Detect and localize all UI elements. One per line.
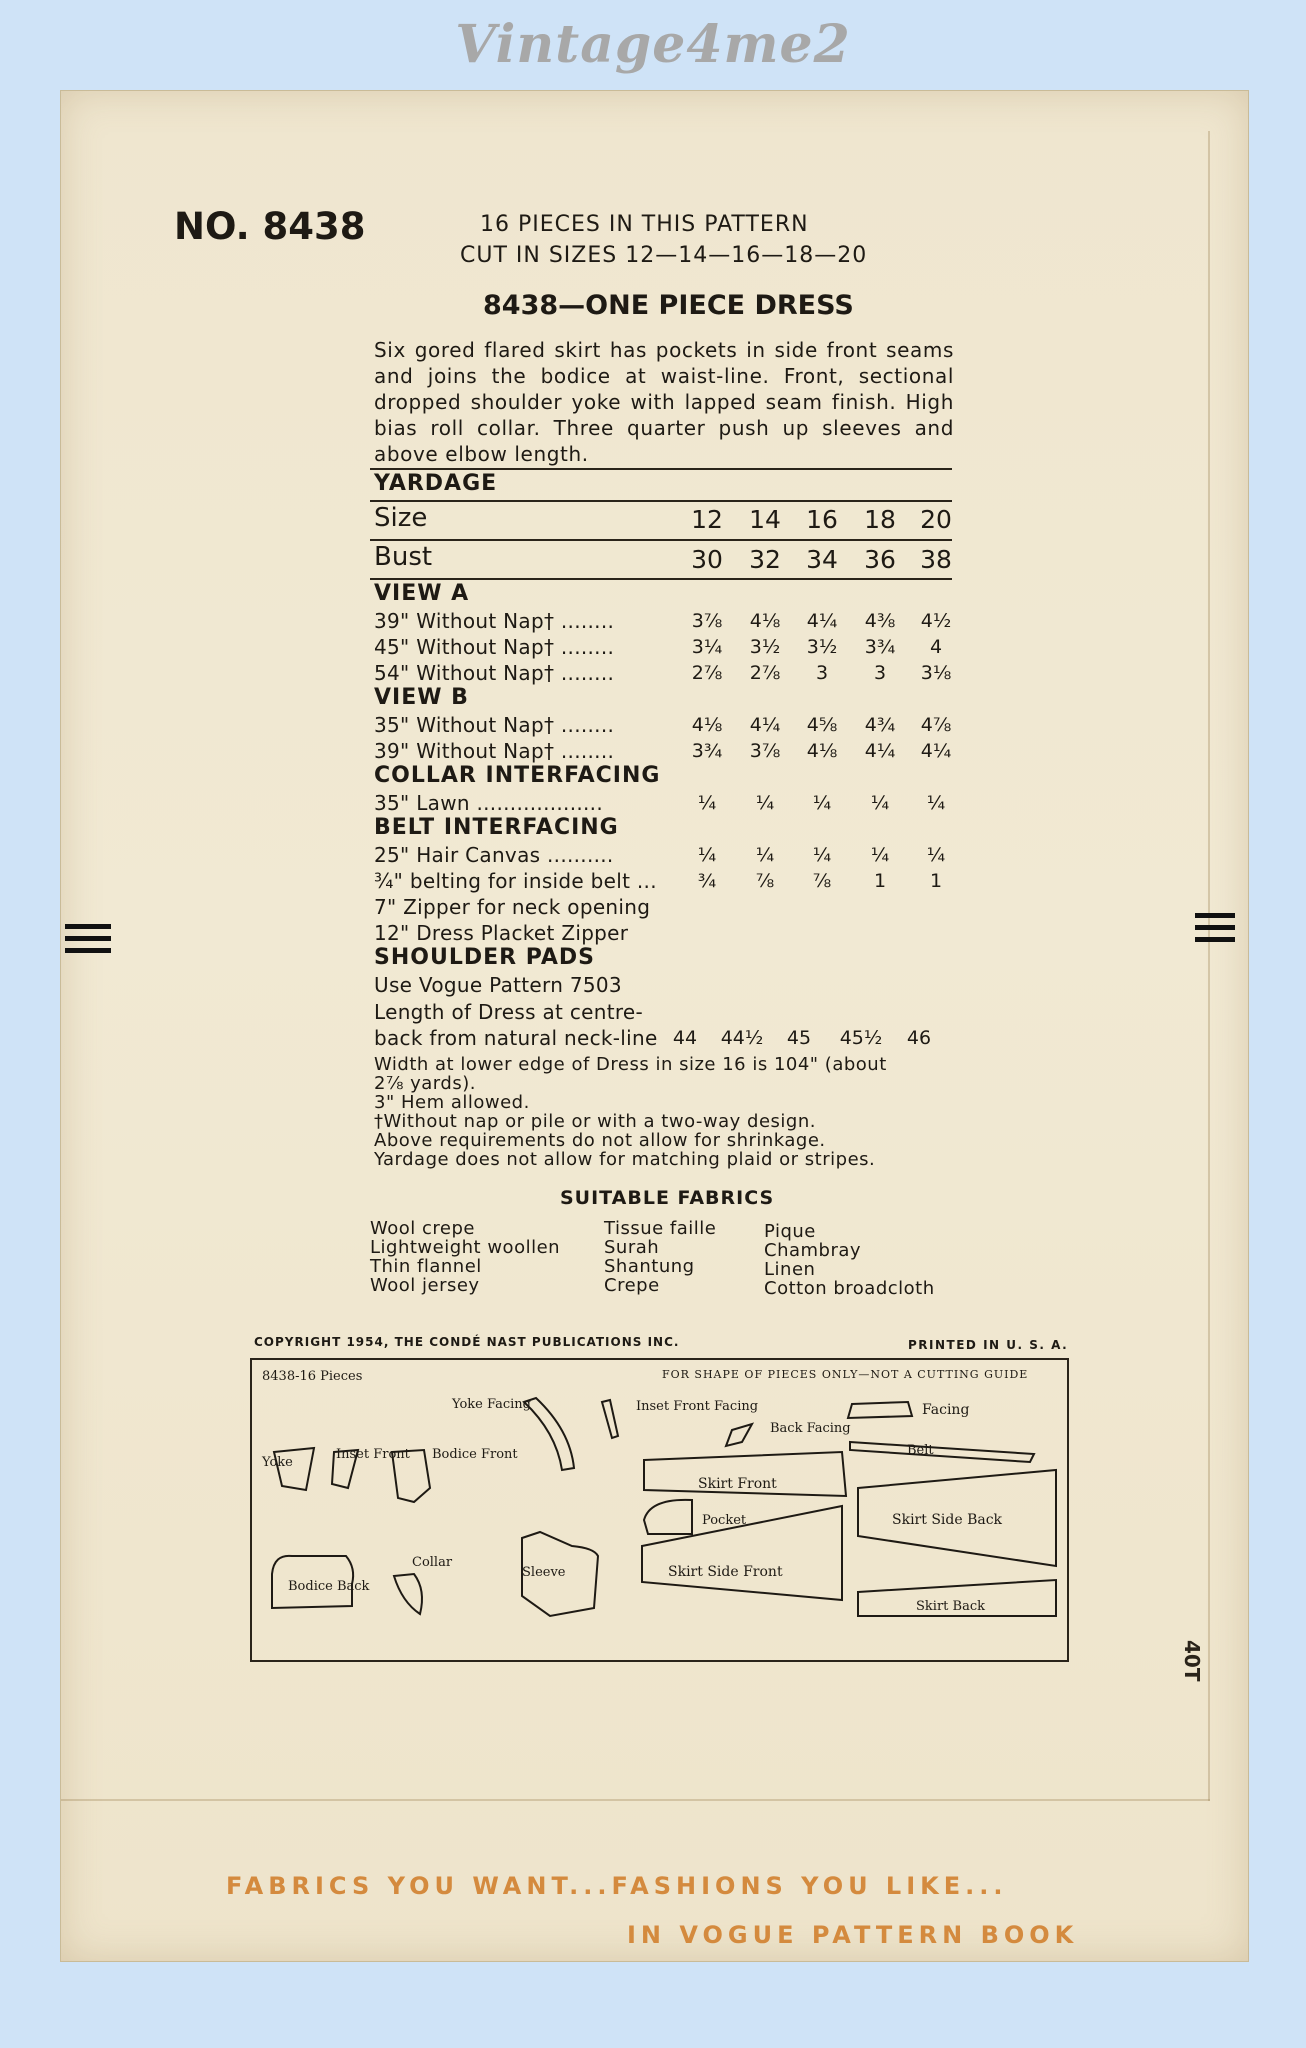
guide-header-left: 8438-16 Pieces — [262, 1369, 363, 1384]
fabric-item: Tissue faille — [604, 1218, 717, 1239]
yardage-value: ⅞ — [755, 870, 775, 892]
note-line: 3" Hem allowed. — [374, 1092, 530, 1113]
size-value: 18 — [864, 505, 896, 534]
tick-mark — [1195, 925, 1235, 930]
pattern-number: NO. 8438 — [174, 205, 366, 248]
yardage-value: ¼ — [870, 844, 890, 866]
pieces-guide — [250, 1358, 1069, 1662]
note-line: Above requirements do not allow for shrinkage. — [374, 1130, 826, 1151]
watermark: Vintage4me2 — [455, 14, 851, 75]
fabric-item: Crepe — [604, 1275, 660, 1296]
length-value: 44½ — [720, 1027, 764, 1049]
fabric-item: Chambray — [764, 1240, 862, 1261]
stamp-code: 40T — [1180, 1640, 1204, 1682]
fabric-item: Shantung — [604, 1256, 695, 1277]
pocket-piece — [644, 1500, 692, 1534]
size-value: 14 — [749, 505, 781, 534]
belt-piece — [850, 1442, 1034, 1462]
fabric-item: Cotton broadcloth — [764, 1278, 935, 1299]
back-facing-piece — [726, 1424, 752, 1446]
yardage-value: ¼ — [812, 792, 832, 814]
yardage-value: 4¼ — [864, 740, 896, 762]
piece-label: Yoke — [262, 1455, 293, 1470]
piece-label: Belt — [907, 1443, 934, 1458]
yardage-value: 4¼ — [920, 740, 952, 762]
printed-in: PRINTED IN U. S. A. — [908, 1338, 1069, 1352]
dress-length-line: Length of Dress at centre- — [374, 1000, 644, 1024]
fabric-item: Pique — [764, 1221, 816, 1242]
piece-label: Collar — [412, 1555, 453, 1570]
divider — [370, 500, 952, 502]
pattern-heading: 8438—ONE PIECE DRESS — [483, 290, 854, 321]
yardage-row-label: 39" Without Nap† ........ — [374, 739, 615, 763]
bust-value: 38 — [920, 545, 952, 574]
piece-label: Skirt Back — [916, 1599, 985, 1614]
size-value: 12 — [691, 505, 723, 534]
yardage-value: 4½ — [920, 610, 952, 632]
bust-value: 36 — [864, 545, 896, 574]
yardage-value: 4 — [929, 636, 943, 658]
yardage-value: 3¾ — [691, 740, 723, 762]
yardage-value: 4⅛ — [806, 740, 838, 762]
tick-mark — [65, 948, 111, 953]
yardage-row-label: 54" Without Nap† ........ — [374, 661, 615, 685]
fabric-item: Surah — [604, 1237, 660, 1258]
length-value: 46 — [906, 1027, 932, 1049]
length-value: 45 — [786, 1027, 812, 1049]
tick-mark — [1195, 913, 1235, 918]
footer-slogan: FABRICS YOU WANT...FASHIONS YOU LIKE... — [226, 1872, 1008, 1900]
yardage-value: 3⅛ — [920, 662, 952, 684]
yardage-value: ⅞ — [812, 870, 832, 892]
piece-label: Facing — [922, 1402, 970, 1418]
yardage-value: ¼ — [697, 792, 717, 814]
piece-label: Pocket — [702, 1513, 747, 1528]
sizes-line: CUT IN SIZES 12—14—16—18—20 — [460, 243, 868, 268]
yardage-value: 4⅛ — [691, 714, 723, 736]
yardage-value: 3¼ — [691, 636, 723, 658]
copyright: COPYRIGHT 1954, THE CONDÉ NAST PUBLICATIONS INC. — [254, 1335, 680, 1349]
length-value: 44 — [672, 1027, 698, 1049]
yoke-facing-piece — [524, 1398, 574, 1470]
yardage-value: 3½ — [749, 636, 781, 658]
guide-header-right: FOR SHAPE OF PIECES ONLY—NOT A CUTTING GUIDE — [662, 1368, 1029, 1381]
pieces-diagram — [252, 1360, 1067, 1660]
note-line: Width at lower edge of Dress in size 16 is 104" (about — [374, 1054, 887, 1075]
yardage-value: 3⅞ — [749, 740, 781, 762]
note-line: †Without nap or pile or with a two-way design. — [374, 1111, 816, 1132]
yardage-value: ¼ — [926, 792, 946, 814]
yardage-value: ¼ — [926, 844, 946, 866]
yardage-row-label: 25" Hair Canvas .......... — [374, 843, 614, 867]
yardage-value: ¾ — [697, 870, 717, 892]
suitable-fabrics-title: SUITABLE FABRICS — [560, 1187, 775, 1209]
yardage-value: ¼ — [812, 844, 832, 866]
bust-value: 32 — [749, 545, 781, 574]
yardage-value: 4⅜ — [864, 610, 896, 632]
piece-label: Bodice Front — [432, 1447, 518, 1462]
footer-slogan: IN VOGUE PATTERN BOOK — [627, 1921, 1079, 1949]
divider — [370, 468, 952, 470]
yardage-value: ¼ — [697, 844, 717, 866]
view-b-title: VIEW B — [374, 685, 469, 710]
fold-line — [1208, 131, 1210, 1801]
piece-label: Skirt Side Front — [668, 1564, 783, 1580]
yardage-value: 3⅞ — [691, 610, 723, 632]
yardage-row-label: 35" Without Nap† ........ — [374, 713, 615, 737]
facing-piece — [848, 1402, 912, 1418]
yardage-value: 4⅝ — [806, 714, 838, 736]
yardage-value: 4⅞ — [920, 714, 952, 736]
piece-label: Sleeve — [522, 1565, 566, 1580]
pattern-description: Six gored flared skirt has pockets in side front seams and joins the bodice at waist-line. Front, sectional dropped shoulder yoke with lapped seam finish. High bias roll collar. Three quarter push up sleeves and above elbow length. — [374, 338, 954, 466]
yardage-value: 2⅞ — [691, 662, 723, 684]
yardage-value: 4¼ — [806, 610, 838, 632]
note-line: 2⅞ yards). — [374, 1073, 476, 1094]
size-value: 20 — [920, 505, 952, 534]
bust-value: 34 — [806, 545, 838, 574]
size-value: 16 — [806, 505, 838, 534]
pieces-count: 16 PIECES IN THIS PATTERN — [480, 212, 809, 237]
fabric-item: Linen — [764, 1259, 816, 1280]
yardage-row-label: 39" Without Nap† ........ — [374, 609, 615, 633]
note-line: Yardage does not allow for matching plaid or stripes. — [374, 1149, 876, 1170]
fold-line — [61, 1799, 1210, 1801]
zipper-neck: 7" Zipper for neck opening — [374, 895, 651, 919]
yardage-row-label: ¾" belting for inside belt ... — [374, 869, 657, 893]
yardage-value: ¼ — [755, 792, 775, 814]
shoulder-pads-title: SHOULDER PADS — [374, 945, 595, 970]
collar-piece — [394, 1574, 422, 1614]
yardage-row-label: 35" Lawn ................... — [374, 791, 603, 815]
yardage-value: 3½ — [806, 636, 838, 658]
length-value: 45½ — [839, 1027, 883, 1049]
piece-label: Skirt Front — [698, 1476, 777, 1492]
dress-length-line: back from natural neck-line — [374, 1026, 658, 1050]
divider — [370, 539, 952, 541]
size-label: Size — [374, 503, 428, 533]
yardage-row-label: 45" Without Nap† ........ — [374, 635, 615, 659]
yardage-value: 3 — [873, 662, 887, 684]
yardage-value: 4¾ — [864, 714, 896, 736]
yardage-value: ¼ — [755, 844, 775, 866]
fabric-item: Lightweight woollen — [370, 1237, 561, 1258]
piece-label: Inset Front Facing — [636, 1399, 759, 1414]
yardage-title: YARDAGE — [374, 471, 498, 496]
piece-label: Back Facing — [770, 1421, 851, 1436]
view-a-title: VIEW A — [374, 581, 470, 606]
bust-value: 30 — [691, 545, 723, 574]
piece-label: Bodice Back — [288, 1579, 370, 1594]
tick-mark — [65, 936, 111, 941]
fabric-item: Thin flannel — [370, 1256, 482, 1277]
collar-interfacing-title: COLLAR INTERFACING — [374, 763, 661, 788]
inset-front-facing-piece — [602, 1400, 618, 1438]
tick-mark — [1195, 937, 1235, 942]
yardage-value: 3¾ — [864, 636, 896, 658]
yardage-value: ¼ — [870, 792, 890, 814]
fabric-item: Wool jersey — [370, 1275, 480, 1296]
yardage-value: 4¼ — [749, 714, 781, 736]
tick-mark — [65, 924, 111, 929]
zipper-placket: 12" Dress Placket Zipper — [374, 921, 629, 945]
piece-label: Yoke Facing — [452, 1397, 532, 1412]
piece-label: Skirt Side Back — [892, 1512, 1003, 1528]
belt-interfacing-title: BELT INTERFACING — [374, 815, 619, 840]
piece-label — [336, 1447, 411, 1462]
yardage-value: 4⅛ — [749, 610, 781, 632]
shoulder-pads-text: Use Vogue Pattern 7503 — [374, 973, 622, 997]
piece-label-text: Inset Front — [336, 1447, 410, 1462]
yardage-value: 3 — [815, 662, 829, 684]
bust-label: Bust — [374, 542, 433, 572]
fabric-item: Wool crepe — [370, 1218, 475, 1239]
yardage-value: 1 — [873, 870, 887, 892]
divider — [370, 578, 952, 580]
yardage-value: 1 — [929, 870, 943, 892]
yardage-value: 2⅞ — [749, 662, 781, 684]
